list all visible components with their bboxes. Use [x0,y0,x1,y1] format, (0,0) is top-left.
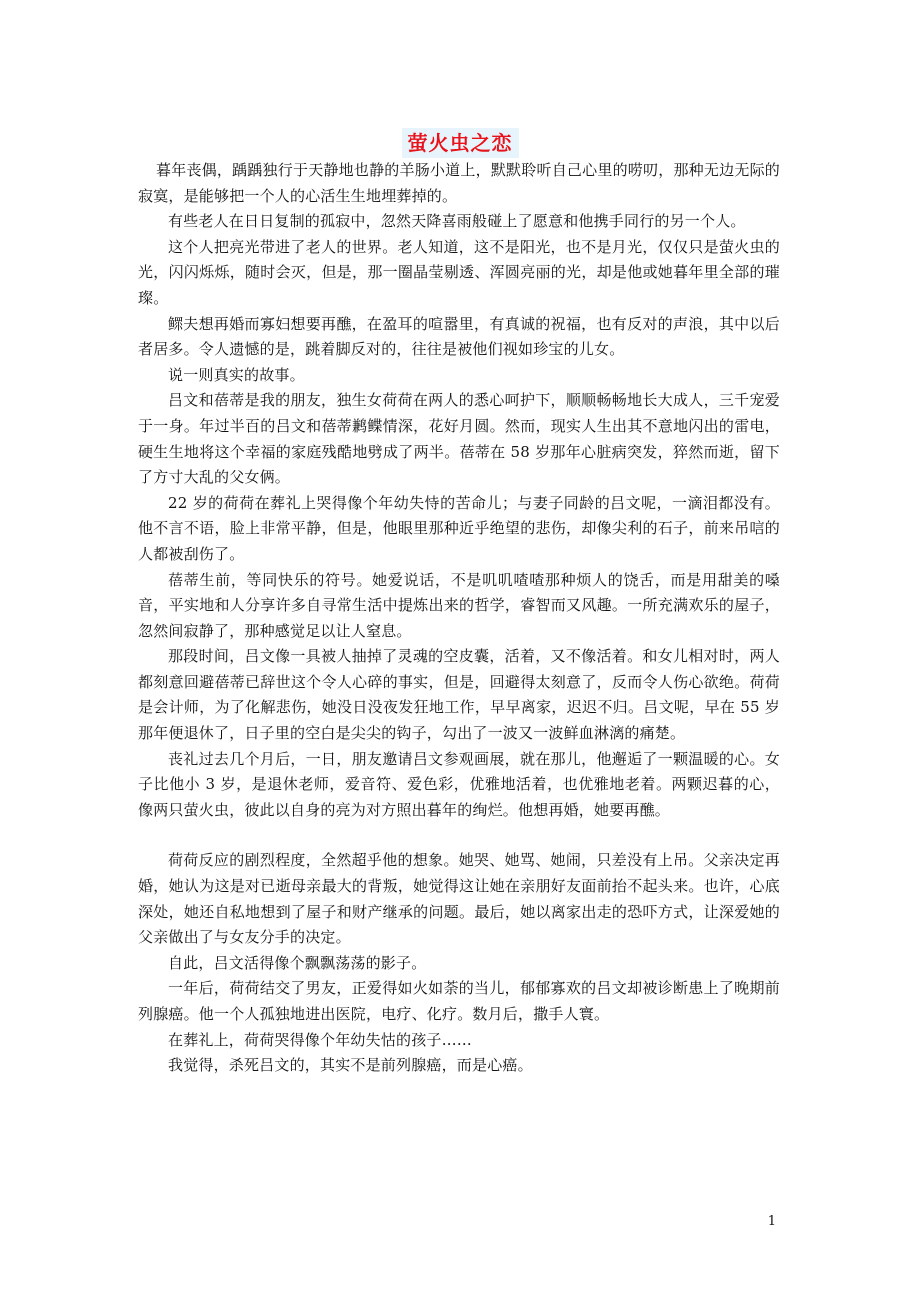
article-title: 萤火虫之恋 [402,128,519,158]
paragraph: 那段时间，吕文像一具被人抽掉了灵魂的空皮囊，活着，又不像活着。和女儿相对时，两人都刻意回避蓓蒂已辞世这个令人心碎的事实，但是，回避得太刻意了，反而令人伤心欲绝。荷荷是会计师，为了化解悲伤，她没日没夜发狂地工作，早早离家，迟迟不归。吕文呢，早在 55 岁那年便退休了，日子里的空白是尖尖的钩子，勾出了一波又一波鲜血淋漓的痛楚。 [138,647,780,743]
paragraph: 蓓蒂生前，等同快乐的符号。她爱说话，不是叽叽喳喳那种烦人的饶舌，而是用甜美的嗓音，平实地和人分享许多自寻常生活中提炼出来的哲学，睿智而又风趣。一所充满欢乐的屋子，忽然间寂静了，那种感觉足以让人窒息。 [138,570,780,640]
paragraph: 暮年丧偶，踽踽独行于天静地也静的羊肠小道上，默默聆听自己心里的唠叨，那种无边无际的寂寞，是能够把一个人的心活生生地埋葬掉的。 [138,161,780,205]
paragraph: 鳏夫想再婚而寡妇想要再醮，在盈耳的喧嚣里，有真诚的祝福，也有反对的声浪，其中以后者居多。令人遗憾的是，跳着脚反对的，往往是被他们视如珍宝的儿女。 [138,314,780,359]
paragraph-gap [138,823,780,848]
paragraph: 这个人把亮光带进了老人的世界。老人知道，这不是阳光，也不是月光，仅仅只是萤火虫的光，闪闪烁烁，随时会灭，但是，那一圈晶莹剔透、浑圆亮丽的光，却是他或她暮年里全部的璀璨。 [138,237,780,307]
article-body [138,158,780,1079]
paragraph: 在葬礼上，荷荷哭得像个年幼失怙的孩子…… [168,1030,473,1049]
page-number: 1 [767,1214,776,1229]
paragraph: 自此，吕文活得像个飘飘荡荡的影子。 [168,953,427,972]
paragraph: 22 岁的荷荷在葬礼上哭得像个年幼失恃的苦命儿；与妻子同龄的吕文呢，一滴泪都没有。他不言不语，脸上非常平静，但是，他眼里那种近乎绝望的悲伤，却像尖利的石子，前来吊唁的人都被刮伤了。 [138,493,780,563]
paragraph: 一年后，荷荷结交了男友，正爱得如火如荼的当儿，郁郁寡欢的吕文却被诊断患上了晚期前列腺癌。他一个人孤独地进出医院，电疗、化疗。数月后，撒手人寰。 [138,979,780,1023]
paragraph: 荷荷反应的剧烈程度，全然超乎他的想象。她哭、她骂、她闹，只差没有上吊。父亲决定再婚，她认为这是对已逝母亲最大的背叛，她觉得这让她在亲朋好友面前抬不起头来。也许，心底深处，她还自私地想到了屋子和财产继承的问题。最后，她以离家出走的恐吓方式，让深爱她的父亲做出了与女友分手的决定。 [138,851,780,947]
article-title-wrapper [0,120,920,158]
paragraph: 说一则真实的故事。 [168,365,305,384]
paragraph: 有些老人在日日复制的孤寂中，忽然天降喜雨般碰上了愿意和他携手同行的另一个人。 [168,212,746,231]
paragraph: 吕文和蓓蒂是我的朋友，独生女荷荷在两人的悉心呵护下，顺顺畅畅地长大成人，三千宠爱于一身。年过半百的吕文和蓓蒂鹣鲽情深，花好月圆。然而，现实人生出其不意地闪出的雷电，硬生生地将这个幸福的家庭残酷地劈成了两半。蓓蒂在 58 岁那年心脏病突发，猝然而逝，留下了方寸大乱的父女俩。 [138,391,780,487]
paragraph: 丧礼过去几个月后，一日，朋友邀请吕文参观画展，就在那儿，他邂逅了一颗温暖的心。女子比他小 3 岁，是退休老师，爱音符、爱色彩，优雅地活着，也优雅地老着。两颗迟暮的心，像两只萤火虫，彼此以自身的亮为对方照出暮年的绚烂。他想再婚，她要再醮。 [138,749,780,819]
paragraph: 我觉得，杀死吕文的，其实不是前列腺癌，而是心癌。 [168,1056,533,1075]
